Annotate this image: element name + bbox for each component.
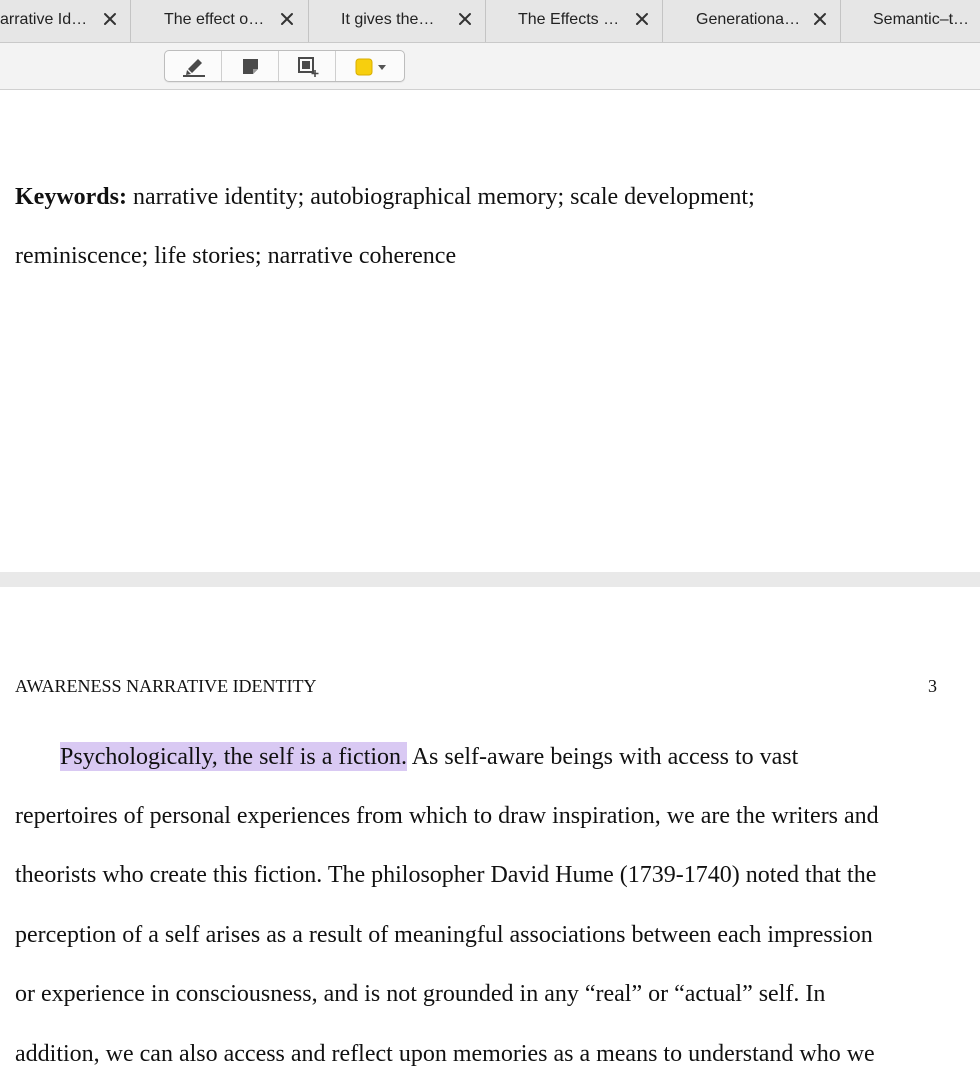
keywords-label: Keywords: <box>15 184 127 210</box>
tab-3[interactable] <box>486 0 663 42</box>
body-line: repertoires of personal experiences from which to draw inspiration, we are the writers and <box>15 803 879 829</box>
close-icon[interactable] <box>813 12 827 26</box>
close-icon[interactable] <box>280 12 294 26</box>
note-button[interactable] <box>222 51 279 81</box>
tab-2[interactable] <box>309 0 486 42</box>
tab-1[interactable] <box>131 0 309 42</box>
body-line: theorists who create this fiction. The philosopher David Hume (1739-1740) noted that the <box>15 862 877 888</box>
annotation-toolbar <box>164 50 405 82</box>
body-line <box>60 744 798 771</box>
keywords-line <box>15 184 755 211</box>
note-icon <box>241 57 261 75</box>
highlight-pen-icon <box>181 55 207 77</box>
tab-5[interactable] <box>841 0 980 42</box>
body-text: As self-aware beings with access to vast <box>407 744 799 770</box>
keywords-text: narrative identity; autobiographical memory; scale development; <box>132 184 755 210</box>
page-number: 3 <box>928 676 937 696</box>
body-line: addition, we can also access and reflect upon memories as a means to understand who we <box>15 1041 875 1067</box>
keywords-line-continued: reminiscence; life stories; narrative coherence <box>15 243 457 269</box>
close-icon[interactable] <box>103 12 117 26</box>
highlight-color-button[interactable] <box>336 51 404 81</box>
close-icon[interactable] <box>458 12 472 26</box>
page-separator <box>0 572 980 587</box>
tab-label: The Effects … <box>518 11 620 28</box>
highlighted-sentence[interactable]: Psychologically, the self is a fiction. <box>60 744 408 770</box>
body-line: or experience in consciousness, and is not grounded in any “real” or “actual” self. In <box>15 981 826 1007</box>
body-line: perception of a self arises as a result of meaningful associations between each impression <box>15 922 873 948</box>
tab-label: arrative Id… <box>0 11 88 28</box>
tab-4[interactable] <box>663 0 841 42</box>
tab-label: Generationa… <box>696 11 801 28</box>
highlight-color-swatch-icon <box>355 58 389 76</box>
add-text-box-button[interactable] <box>279 51 336 81</box>
tab-label: The effect o… <box>164 11 265 28</box>
add-text-box-icon <box>297 56 319 78</box>
highlight-button[interactable] <box>165 51 222 81</box>
tab-bar <box>0 0 980 43</box>
close-icon[interactable] <box>635 12 649 26</box>
running-head: AWARENESS NARRATIVE IDENTITY <box>15 676 317 696</box>
tab-label: It gives the… <box>341 11 435 28</box>
toolbar-strip <box>0 43 980 90</box>
tab-0[interactable] <box>0 0 131 42</box>
tab-label: Semantic–t… <box>873 11 970 28</box>
